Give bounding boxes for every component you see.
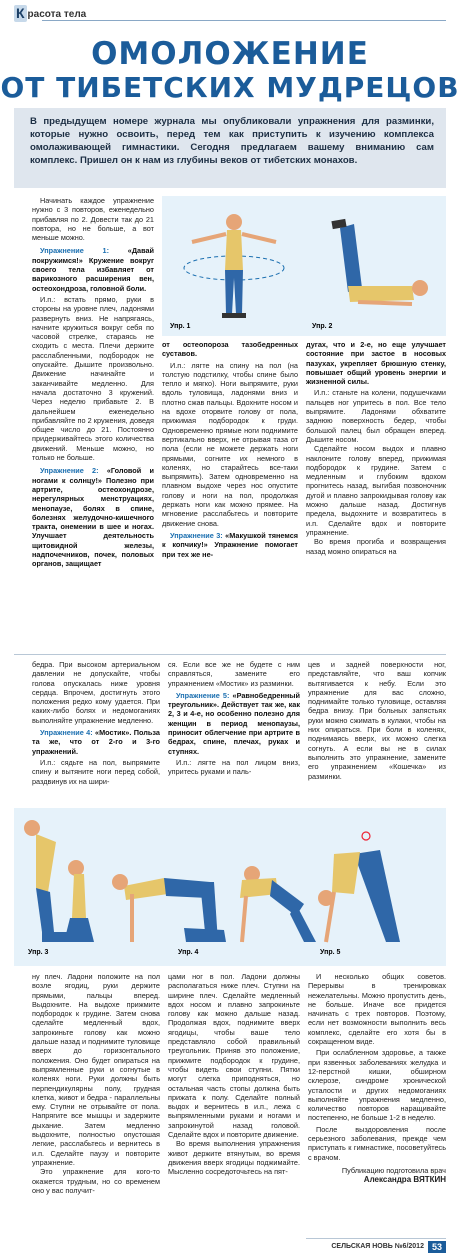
column-1 bbox=[32, 196, 154, 569]
exercise-5-note: Во время выполнения упражнения живот держите втянутым, во время движения вверх ягодицы поджимайте. Мысленно сосредоточьтесь на пят- bbox=[168, 1139, 300, 1177]
exercise-2-benefits-end: от остеопороза тазобедренных суставов. bbox=[162, 340, 298, 359]
middle-column-3 bbox=[308, 660, 446, 781]
caption-exercise-1: Упр. 1 bbox=[170, 323, 191, 330]
page-number: 53 bbox=[428, 1241, 446, 1253]
exercise-2-continued bbox=[162, 340, 298, 359]
exercise-3-continued bbox=[306, 340, 446, 386]
section-initial: К bbox=[16, 5, 25, 21]
exercise-3-end: бедра. При высоком артериальном давлении не допускайте, чтобы голова опускалась ниже уровня сердца. Впрочем, достигнуть этого положения редко кому удается. При каких-либо болях и недомоганиях выполняйте упражнение медленно. bbox=[32, 660, 160, 725]
exercise-1-label: Упражнение 1: bbox=[40, 246, 110, 256]
bottom-column-2 bbox=[168, 972, 300, 1177]
middle-column-2 bbox=[168, 660, 300, 777]
exercise-5-heading bbox=[168, 691, 300, 756]
caption-exercise-4: Упр. 4 bbox=[178, 949, 199, 956]
bottom-column-3 bbox=[308, 972, 446, 1185]
intro-box bbox=[14, 108, 446, 188]
exercise-5-text: И.п.: лягте на пол лицом вниз, упритесь руками и паль- bbox=[168, 757, 300, 777]
magazine-issue: СЕЛЬСКАЯ НОВЬ №6/2012 bbox=[331, 1243, 424, 1250]
exercise-4-continued: ну плеч. Ладони положите на пол возле ягодиц, руки держите прямыми, пальцы вперед. Выдохните. На выдохе прижмите подбородок к грудине. Затем снова сделайте медленный вдох, запрокиньте голову как можно дальше назад и поднимите туловище вверх до горизонтального положения. Оно будет опираться на выпрямленные руки и согнутые в коленях ноги. Руки должны быть перпендикулярны полу, грудная клетка, живот и бедра - параллельны ему. Ступни не отрывайте от пола. Напрягите все мышцы и задержите дыхание. Затем медленно выдохните, полностью опустошая легкие, расслабьтесь и вернитесь в и.п. Сделайте паузу и повторите упражнение. bbox=[32, 972, 161, 1167]
lying-man-legs-up bbox=[331, 219, 428, 304]
title-line-1: ОМОЛОЖЕНИЕ bbox=[91, 36, 369, 72]
exercise-3-text: И.п.: станьте на колени, подушечками пальцев ног упритесь в пол. Все тело выпрямите. Ладонями обхватите заднюю поверхность бедер, чтобы большой палец был обращен вперед. Дышите носом. bbox=[306, 388, 446, 444]
exercise-5-label: Упражнение 5: bbox=[176, 690, 230, 700]
middle-column-1 bbox=[32, 660, 160, 786]
caption-exercise-2: Упр. 2 bbox=[312, 323, 333, 330]
footer bbox=[306, 1238, 446, 1254]
bottom-column-1 bbox=[32, 972, 160, 1195]
exercise-5-continued: цами ног в пол. Ладони должны располагаться ниже плеч. Ступни на ширине плеч. Сделайте медленный вдох носом и плавно запрокиньте голову как можно дальше назад. Продолжая вдох, поднимите вверх ягодицы, чтобы ваше тело представляло собой правильный треугольник. Приняв это положение, прижмите подбородок к грудине, чтобы видеть свои ступни. Пятки могут слегка приподняться, но остальная часть стопы должна быть прижата к полу. Сделайте полный выдох и вернитесь в и.п., лежа с выпрямленными руками и ногами и запрокинутой назад головой. Сделайте вдох и повторите движение. bbox=[168, 972, 300, 1140]
exercise-4-text: И.п.: сядьте на пол, выпрямите спину и вытяните ноги перед собой, раздвинув их на шири- bbox=[32, 757, 160, 786]
column-3 bbox=[306, 340, 446, 556]
exercise-3-benefits-end: дугах, что и 2-е, но еще улучшает состояние при застое в носовых пазухах, укрепляет брюшную стенку, повышает общий уровень энергии и жизненной силы. bbox=[306, 340, 446, 387]
intro-paragraph: Начинать каждое упражнение нужно с 3 повторов, еженедельно прибавляя по 2. Довести так до 21 повтора, но не больше, а вот меньше можно. bbox=[32, 196, 154, 243]
section-name: расота тела bbox=[27, 9, 87, 20]
exercise-3-label: Упражнение 3: bbox=[170, 530, 223, 540]
standing-man bbox=[192, 214, 276, 318]
exercise-3-benefits: «Макушкой тянемся к копчику!» Упражнение помогает при тех же не- bbox=[162, 530, 299, 559]
triangle-man bbox=[318, 832, 400, 942]
kneeling-man-bending bbox=[24, 820, 94, 942]
caption-exercise-3: Упр. 3 bbox=[28, 949, 49, 956]
intro-text: В предыдущем номере журнала мы опубликовали упражнения для разминки, которые нужно освоить, перед тем как приступить к изучению комплекса омолаживающей гимнастики. Сегодня предлагаем вашему вниманию сам комплекс. Пришел он к нам из глубины веков от тибетских монахов. bbox=[30, 116, 434, 166]
column-2 bbox=[162, 340, 298, 559]
exercise-3-text-3: Во время прогиба и возвращения назад можно опираться на bbox=[306, 537, 446, 556]
divider-rule bbox=[14, 654, 446, 655]
exercise-2-text: И.п.: лягте на спину на пол (на толстую подстилку, чтобы спине было тепло и мягко). Ноги выпрямите, руки вдоль туловища, ладонями вниз и плотно сжав пальцы. Вдохните носом и на вдохе оторвите голову от пола, прижимая подбородок к груди. Одновременно прямые ноги поднимите вертикально вверх, не отрывая таза от пола (если не можете держать ноги прямыми, согните их немного в коленях, но старайтесь все-таки выпрямить). Затем одновременно на плавном выдохе через нос опустите голову и ноги на пол, продолжая держать ноги как можно прямее. На мгновение расслабьтесь и повторите движение снова. bbox=[162, 360, 298, 528]
exercise-2-heading bbox=[32, 466, 154, 568]
general-tips: И несколько общих советов. Перерывы в тренировках нежелательны. Можно пропустить день, не больше. Иначе все придется начинать с трех повторов. Поэтому, если нет возможности выполнить весь комплекс, сделайте его хотя бы в сокращенном виде. bbox=[308, 972, 446, 1047]
health-warning: При ослабленном здоровье, а также при язвенных заболеваниях желудка и 12-перстной кишки, обширном склерозе, синдроме хронической усталости и других недомоганиях выполняйте упражнения медленно, количество повторов наращивайте постепенно, не больше 1-2 в неделю. bbox=[308, 1048, 446, 1123]
article-title bbox=[0, 37, 460, 105]
illustration-exercises-3-4-5 bbox=[14, 808, 446, 966]
doctor-advice: После выздоровления после серьезного заболевания, прежде чем приступать к гимнастике, посоветуйтесь с врачом. bbox=[308, 1124, 446, 1162]
exercise-4-note: Это упражнение для кого-то окажется трудным, но со временем оно у вас получит- bbox=[32, 1167, 160, 1195]
header-rule bbox=[42, 20, 446, 21]
illustration-exercises-1-2 bbox=[162, 196, 446, 336]
exercise-1-2-figures bbox=[162, 196, 446, 336]
exercise-1-text: И.п.: встать прямо, руки в стороны на уровне плеч, ладонями развернуть вниз. Не напрягаясь, начните кружиться вокруг себя по часовой стрелке, стараясь не сходить с места. Плечи держите расслабленными, подбородок не опускайте. Дышите произвольно. Движение начинайте и заканчивайте медленно. Для начала достаточно 3 кружений. Через неделю прибавьте 2. В дальнейшем еженедельно прибавляйте по 2 кружения, доведя общее число до 21. Постоянно придерживайтесь этого количества движений. Меньше можно, но только не больше. bbox=[32, 294, 154, 463]
exercise-2-benefits: «Головой и ногами к солнцу!» Полезно при артрите, остеохондрозе, нерегулярных менструациях, менопаузе, болях в спине, болезнях желудочно-кишечного тракта, онемении в шее и ногах. Улучшает деятельность щитовидной железы, надпочечников, почек, половых органов, защищает bbox=[32, 466, 155, 569]
exercise-3-text-2: Сделайте носом выдох и плавно наклоните голову вперед, прижимая подбородок к грудине. Затем с медленным и глубоким вдохом прогнитесь назад, выгибая позвоночник дугой и плавно запрокидывая голову как можно дальше назад. Достигнув предела, выдохните и возвратитесь в и.п. Сделайте вдох и повторите упражнение. bbox=[306, 444, 446, 537]
caption-exercise-5: Упр. 5 bbox=[320, 949, 341, 956]
exercise-4-end: ся. Если все же не будете с ним справляться, замените его упражнением «Мостик» из разминки. bbox=[168, 660, 300, 688]
exercise-4-benefits: «Мостик». Польза та же, что от 2-го и 3-го упражнений. bbox=[32, 728, 160, 756]
exercise-4-label: Упражнение 4: bbox=[40, 728, 93, 738]
exercise-1-benefits: «Давай покружимся!» Кружение вокруг своего тела избавляет от варикозного расширения вен, остеохондроза, головной боли. bbox=[32, 246, 155, 293]
exercise-1-heading bbox=[32, 246, 154, 292]
exercise-5-benefits: «Равнобедренный треугольник». Действует так же, как 2, 3 и 4-е, но особенно полезно для женщин в период менопаузы, приносит облегчение при артрите в бедрах, спине, плечах, руках и ступнях. bbox=[168, 690, 300, 756]
exercise-4-heading bbox=[32, 728, 160, 756]
exercise-3-4-5-figures bbox=[14, 808, 446, 966]
author-name: Александра ВЯТКИН bbox=[363, 1175, 446, 1185]
exercise-3-heading bbox=[162, 531, 298, 559]
title-line-2: ОТ ТИБЕТСКИХ МУДРЕЦОВ bbox=[0, 71, 460, 104]
bridge-man bbox=[112, 866, 316, 942]
exercise-5-end: цев и задней поверхности ног, представляйте, что ваш копчик вытягивается к небу. Если это упражнение для вас сложно, поднимайте только туловище, оставляя бедра внизу. При больных запястьях руки можно сжимать в кулаки, чтобы на них опираться. При боли в коленях, поднимаясь вверх, их можно слегка согнуть. А если вы не в силах выполнить это упражнение, замените его упражнением «Кошечка» из разминки. bbox=[308, 660, 446, 781]
exercise-2-label: Упражнение 2: bbox=[40, 466, 99, 476]
credit-line: Публикацию подготовила врач bbox=[341, 1165, 446, 1175]
